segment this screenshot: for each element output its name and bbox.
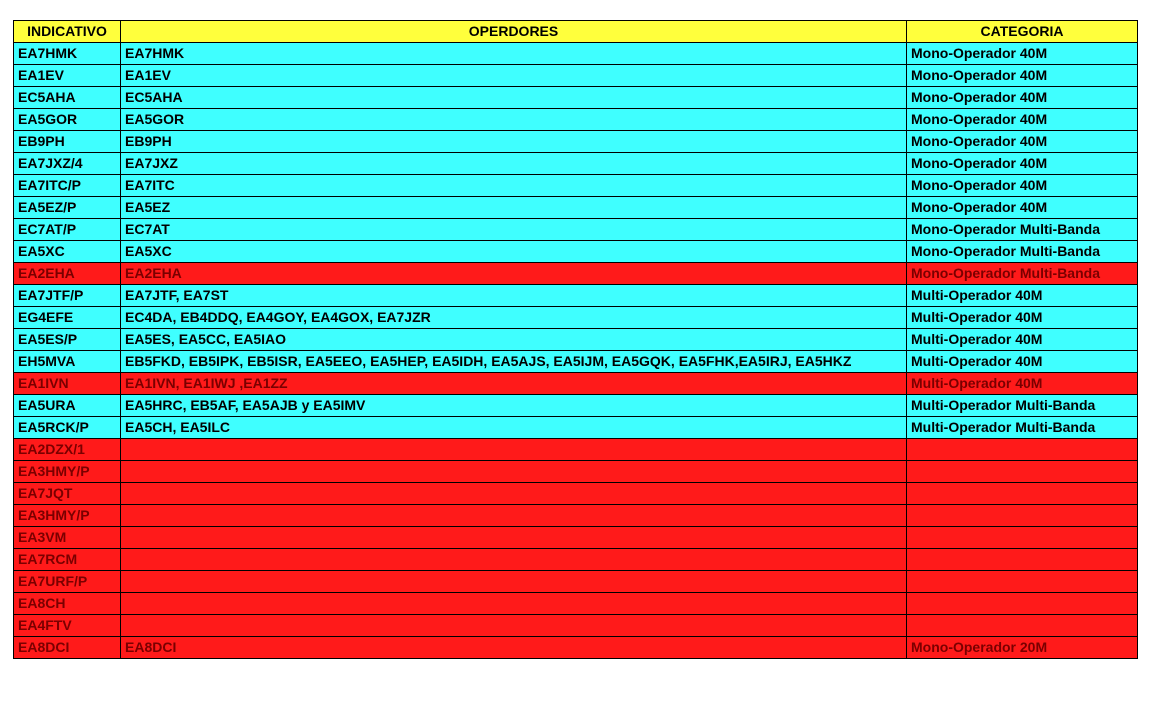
- cell-operadores: [121, 549, 907, 571]
- table-row: [14, 373, 1138, 395]
- table-row: [14, 307, 1138, 329]
- cell-categoria: Mono-Operador 20M: [907, 637, 1138, 659]
- table-row: [14, 615, 1138, 637]
- cell-indicativo: EA4FTV: [14, 615, 121, 637]
- cell-operadores: EB5FKD, EB5IPK, EB5ISR, EA5EEO, EA5HEP, EA5IDH, EA5AJS, EA5IJM, EA5GQK, EA5FHK,EA5IRJ, EA5HKZ: [121, 351, 907, 373]
- cell-categoria: Multi-Operador 40M: [907, 285, 1138, 307]
- cell-categoria: [907, 483, 1138, 505]
- table-row: [14, 109, 1138, 131]
- cell-operadores: EA8DCI: [121, 637, 907, 659]
- cell-categoria: Multi-Operador Multi-Banda: [907, 395, 1138, 417]
- cell-indicativo: EA3HMY/P: [14, 461, 121, 483]
- cell-indicativo: EA5URA: [14, 395, 121, 417]
- cell-categoria: [907, 593, 1138, 615]
- table-row: [14, 285, 1138, 307]
- cell-indicativo: EA8CH: [14, 593, 121, 615]
- table-row: [14, 175, 1138, 197]
- cell-categoria: Multi-Operador 40M: [907, 351, 1138, 373]
- cell-categoria: Mono-Operador 40M: [907, 197, 1138, 219]
- cell-operadores: [121, 439, 907, 461]
- table-row: [14, 131, 1138, 153]
- table-row: [14, 571, 1138, 593]
- cell-operadores: EA7HMK: [121, 43, 907, 65]
- cell-categoria: Mono-Operador 40M: [907, 131, 1138, 153]
- cell-categoria: Mono-Operador 40M: [907, 65, 1138, 87]
- cell-operadores: EA7JTF, EA7ST: [121, 285, 907, 307]
- table-row: [14, 593, 1138, 615]
- table-row: [14, 197, 1138, 219]
- cell-indicativo: EA2DZX/1: [14, 439, 121, 461]
- cell-indicativo: EA5XC: [14, 241, 121, 263]
- cell-categoria: [907, 461, 1138, 483]
- cell-categoria: Mono-Operador 40M: [907, 87, 1138, 109]
- cell-operadores: EA2EHA: [121, 263, 907, 285]
- cell-categoria: Multi-Operador 40M: [907, 307, 1138, 329]
- cell-categoria: Mono-Operador Multi-Banda: [907, 241, 1138, 263]
- table-row: [14, 153, 1138, 175]
- table-row: [14, 87, 1138, 109]
- cell-indicativo: EA7JXZ/4: [14, 153, 121, 175]
- table-row: [14, 461, 1138, 483]
- table-row: [14, 637, 1138, 659]
- cell-indicativo: EA3HMY/P: [14, 505, 121, 527]
- cell-categoria: Mono-Operador Multi-Banda: [907, 219, 1138, 241]
- table-row: [14, 527, 1138, 549]
- cell-indicativo: EG4EFE: [14, 307, 121, 329]
- cell-categoria: [907, 527, 1138, 549]
- cell-indicativo: EA8DCI: [14, 637, 121, 659]
- cell-operadores: EA5CH, EA5ILC: [121, 417, 907, 439]
- table-row: [14, 505, 1138, 527]
- cell-indicativo: EA7RCM: [14, 549, 121, 571]
- table-row: [14, 395, 1138, 417]
- cell-categoria: [907, 615, 1138, 637]
- cell-categoria: [907, 439, 1138, 461]
- results-table: [13, 20, 1138, 659]
- cell-operadores: [121, 505, 907, 527]
- cell-operadores: EC7AT: [121, 219, 907, 241]
- cell-indicativo: EA1EV: [14, 65, 121, 87]
- cell-indicativo: EA7JTF/P: [14, 285, 121, 307]
- cell-operadores: EC4DA, EB4DDQ, EA4GOY, EA4GOX, EA7JZR: [121, 307, 907, 329]
- cell-indicativo: EA2EHA: [14, 263, 121, 285]
- cell-operadores: EA5EZ: [121, 197, 907, 219]
- table-row: [14, 549, 1138, 571]
- header-row: [14, 21, 1138, 43]
- cell-operadores: EA5GOR: [121, 109, 907, 131]
- table-row: [14, 43, 1138, 65]
- cell-operadores: EA7ITC: [121, 175, 907, 197]
- cell-indicativo: EA5ES/P: [14, 329, 121, 351]
- cell-indicativo: EA7URF/P: [14, 571, 121, 593]
- cell-indicativo: EA7ITC/P: [14, 175, 121, 197]
- cell-categoria: Mono-Operador 40M: [907, 175, 1138, 197]
- cell-operadores: [121, 483, 907, 505]
- cell-operadores: [121, 615, 907, 637]
- cell-categoria: Mono-Operador 40M: [907, 43, 1138, 65]
- table-row: [14, 417, 1138, 439]
- cell-indicativo: EA1IVN: [14, 373, 121, 395]
- cell-operadores: EA1IVN, EA1IWJ ,EA1ZZ: [121, 373, 907, 395]
- cell-indicativo: EA5RCK/P: [14, 417, 121, 439]
- cell-operadores: EA5ES, EA5CC, EA5IAO: [121, 329, 907, 351]
- cell-categoria: [907, 549, 1138, 571]
- cell-indicativo: EA7JQT: [14, 483, 121, 505]
- cell-categoria: Multi-Operador 40M: [907, 373, 1138, 395]
- cell-indicativo: EC5AHA: [14, 87, 121, 109]
- header-indicativo: INDICATIVO: [14, 21, 121, 43]
- cell-indicativo: EA7HMK: [14, 43, 121, 65]
- table-row: [14, 65, 1138, 87]
- cell-operadores: EA1EV: [121, 65, 907, 87]
- cell-categoria: Mono-Operador 40M: [907, 153, 1138, 175]
- cell-categoria: Multi-Operador 40M: [907, 329, 1138, 351]
- cell-categoria: [907, 571, 1138, 593]
- table-row: [14, 329, 1138, 351]
- cell-operadores: EA5HRC, EB5AF, EA5AJB y EA5IMV: [121, 395, 907, 417]
- header-operadores: OPERDORES: [121, 21, 907, 43]
- cell-operadores: EA7JXZ: [121, 153, 907, 175]
- cell-indicativo: EB9PH: [14, 131, 121, 153]
- cell-categoria: Multi-Operador Multi-Banda: [907, 417, 1138, 439]
- cell-categoria: Mono-Operador Multi-Banda: [907, 263, 1138, 285]
- cell-operadores: [121, 461, 907, 483]
- table-row: [14, 351, 1138, 373]
- cell-categoria: [907, 505, 1138, 527]
- cell-operadores: [121, 593, 907, 615]
- table-row: [14, 263, 1138, 285]
- header-categoria: CATEGORIA: [907, 21, 1138, 43]
- cell-operadores: EC5AHA: [121, 87, 907, 109]
- cell-indicativo: EC7AT/P: [14, 219, 121, 241]
- cell-indicativo: EH5MVA: [14, 351, 121, 373]
- cell-operadores: EA5XC: [121, 241, 907, 263]
- cell-indicativo: EA5EZ/P: [14, 197, 121, 219]
- table-row: [14, 483, 1138, 505]
- table-row: [14, 219, 1138, 241]
- table-row: [14, 439, 1138, 461]
- cell-operadores: [121, 527, 907, 549]
- cell-indicativo: EA5GOR: [14, 109, 121, 131]
- cell-indicativo: EA3VM: [14, 527, 121, 549]
- cell-categoria: Mono-Operador 40M: [907, 109, 1138, 131]
- table-row: [14, 241, 1138, 263]
- cell-operadores: [121, 571, 907, 593]
- cell-operadores: EB9PH: [121, 131, 907, 153]
